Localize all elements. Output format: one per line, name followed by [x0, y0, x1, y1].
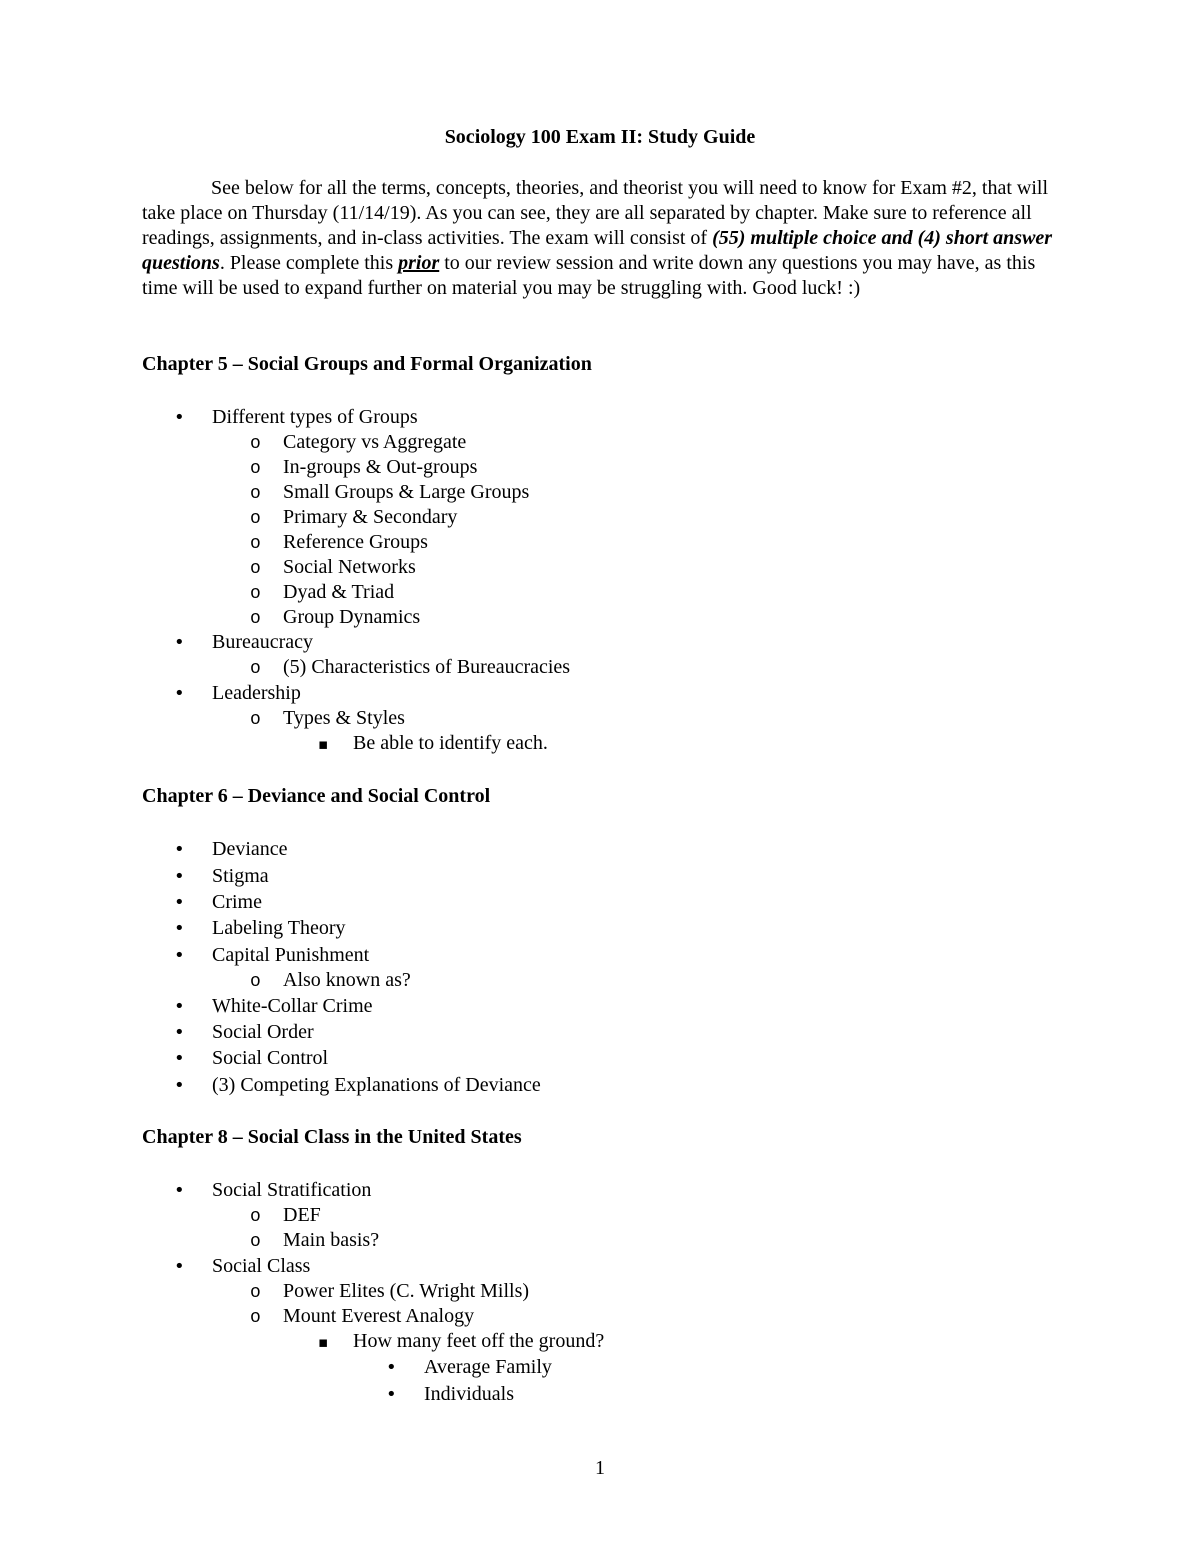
list-item: Types & Styles: [283, 707, 405, 729]
list-item: Deviance: [212, 838, 288, 860]
list-item: Average Family: [424, 1356, 552, 1378]
intro-text-3: to our review session and write down any questions you may have, as this time will be used to expand further on material you may be struggling with. Good luck! :): [142, 252, 1036, 299]
list-item: Social Order: [212, 1021, 314, 1043]
chapter-6-heading: Chapter 6 – Deviance and Social Control: [142, 785, 491, 807]
list-item: Social Networks: [283, 556, 416, 578]
bullet-circle-icon: [250, 530, 261, 557]
bullet-disc-icon: [174, 837, 185, 862]
list-item: How many feet off the ground?: [353, 1330, 605, 1352]
bullet-square-icon: [318, 731, 328, 757]
bullet-circle-icon: [250, 968, 261, 995]
list-item: Crime: [212, 891, 262, 913]
list-item: (3) Competing Explanations of Deviance: [212, 1074, 541, 1096]
list-item: Leadership: [212, 682, 301, 704]
intro-prior: prior: [398, 252, 440, 274]
bullet-disc-icon: [174, 890, 185, 915]
list-item: Capital Punishment: [212, 944, 370, 966]
list-item: Different types of Groups: [212, 406, 418, 428]
list-item: Stigma: [212, 865, 269, 887]
bullet-disc-icon: [174, 994, 185, 1019]
bullet-disc-icon: [174, 1254, 185, 1279]
list-item: Mount Everest Analogy: [283, 1305, 475, 1327]
bullet-disc-icon: [174, 405, 185, 430]
bullet-disc-icon: [174, 1046, 185, 1071]
bullet-disc-icon: [174, 1020, 185, 1045]
list-item: Category vs Aggregate: [283, 431, 467, 453]
list-item: Social Control: [212, 1047, 329, 1069]
list-item: (5) Characteristics of Bureaucracies: [283, 656, 571, 678]
bullet-circle-icon: [250, 1304, 261, 1331]
intro-text-2: . Please complete this: [219, 252, 399, 274]
list-item: Small Groups & Large Groups: [283, 481, 530, 503]
document-title: Sociology 100 Exam II: Study Guide: [444, 126, 756, 148]
bullet-disc-icon: [386, 1355, 397, 1380]
list-item: Also known as?: [283, 969, 411, 991]
list-item: White-Collar Crime: [212, 995, 373, 1017]
bullet-disc-icon: [174, 916, 185, 941]
bullet-disc-icon: [386, 1382, 397, 1407]
bullet-circle-icon: [250, 655, 261, 682]
list-item: In-groups & Out-groups: [283, 456, 478, 478]
bullet-circle-icon: [250, 555, 261, 582]
bullet-circle-icon: [250, 1279, 261, 1306]
bullet-circle-icon: [250, 580, 261, 607]
bullet-square-icon: [318, 1329, 328, 1355]
list-item: Power Elites (C. Wright Mills): [283, 1280, 530, 1302]
bullet-circle-icon: [250, 605, 261, 632]
bullet-circle-icon: [250, 505, 261, 532]
page-number: 1: [595, 1457, 605, 1479]
bullet-disc-icon: [174, 943, 185, 968]
list-item: Be able to identify each.: [353, 732, 548, 754]
list-item: Labeling Theory: [212, 917, 346, 939]
list-item: Reference Groups: [283, 531, 428, 553]
bullet-circle-icon: [250, 1228, 261, 1255]
bullet-disc-icon: [174, 864, 185, 889]
intro-emphasis: (55) multiple choice and (4) short answer questions: [142, 227, 1053, 274]
bullet-circle-icon: [250, 480, 261, 507]
bullet-circle-icon: [250, 1203, 261, 1230]
list-item: Social Stratification: [212, 1179, 372, 1201]
bullet-disc-icon: [174, 1073, 185, 1098]
list-item: Social Class: [212, 1255, 311, 1277]
list-item: Individuals: [424, 1383, 514, 1405]
intro-text-1: See below for all the terms, concepts, theories, and theorist you will need to know for Exam #2, that will take place on Thursday (11/14/19). As you can see, they are all separated by chapter. Make sure to reference all readings, assignments, and in-class activities. The exam will consist of: [142, 177, 1049, 249]
list-item: Primary & Secondary: [283, 506, 458, 528]
bullet-circle-icon: [250, 706, 261, 733]
intro-paragraph: [142, 176, 1062, 301]
list-item: Bureaucracy: [212, 631, 314, 653]
list-item: Main basis?: [283, 1229, 380, 1251]
list-item: DEF: [283, 1204, 321, 1226]
bullet-disc-icon: [174, 1178, 185, 1203]
list-item: Group Dynamics: [283, 606, 421, 628]
chapter-8-heading: Chapter 8 – Social Class in the United States: [142, 1126, 522, 1148]
chapter-5-heading: Chapter 5 – Social Groups and Formal Organization: [142, 353, 592, 375]
bullet-circle-icon: [250, 455, 261, 482]
bullet-circle-icon: [250, 430, 261, 457]
bullet-disc-icon: [174, 630, 185, 655]
list-item: Dyad & Triad: [283, 581, 395, 603]
bullet-disc-icon: [174, 681, 185, 706]
